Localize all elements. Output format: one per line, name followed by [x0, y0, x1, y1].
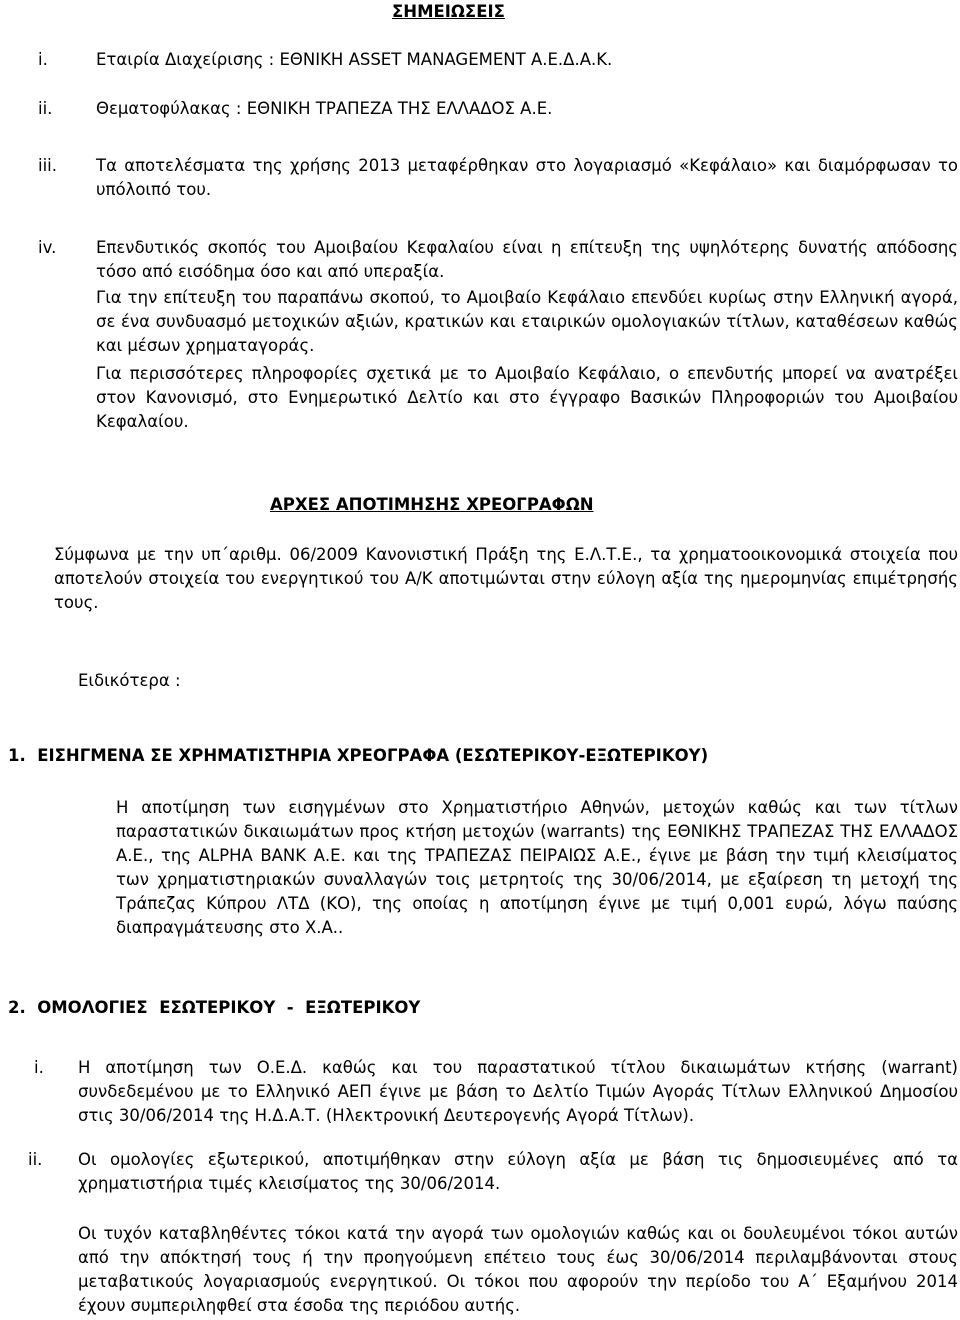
section-2-item-2-text: Οι ομολογίες εξωτερικού, αποτιμήθηκαν στην εύλογη αξία με βάση τις δημοσιευμένες από τα χρηματιστήρια τιμές κλεισίματος της 30/06/2014. — [78, 1150, 958, 1193]
notes-item-1-text: Εταιρία Διαχείρισης : ΕΘΝΙΚΗ ASSET MANAGEMENT Α.Ε.Δ.Α.Κ. — [96, 50, 613, 69]
notes-item-4-number: iv. — [38, 238, 57, 257]
notes-paragraph-objective: Για την επίτευξη του παραπάνω σκοπού, το Αμοιβαίο Κεφάλαιο επενδύει κυρίως στην Ελληνική αγορά, σε ένα συνδυασμό μετοχικών αξιών, κρατικών και εταιρικών ομολογιακών τίτλων, καταθέσεων καθώς και μέσων χρηματαγοράς. — [96, 288, 958, 355]
notes-item-3-number: iii. — [38, 156, 57, 175]
section-2-interest-paragraph: Οι τυχόν καταβληθέντες τόκοι κατά την αγορά των ομολογιών καθώς και οι δουλευμένοι τόκοι αυτών από την απόκτησή τους ή την προηγούμενη επέτειο τους έως 30/06/2014 περιλαμβάνονται στους μεταβατικούς λογαριασμούς ενεργητικού. Οι τόκοι που αφορούν την περίοδο του Α΄ Εξαμήνου 2014 έχουν συμπεριληφθεί στα έσοδα της περιόδου αυτής. — [78, 1224, 958, 1315]
section-2-heading: 2. ΟΜΟΛΟΓΙΕΣ ΕΣΩΤΕΡΙΚΟΥ - ΕΞΩΤΕΡΙΚΟΥ — [8, 998, 421, 1017]
notes-item-2-text: Θεματοφύλακας : ΕΘΝΙΚΗ ΤΡΑΠΕΖΑ ΤΗΣ ΕΛΛΑΔΟΣ Α.Ε. — [96, 99, 553, 118]
section-2-item-1-number: i. — [34, 1058, 44, 1077]
section-2-item-1-text: Η αποτίμηση των Ο.Ε.Δ. καθώς και του παραστατικού τίτλου δικαιωμάτων κτήσης (warrant) συνδεδεμένου με το Ελληνικό ΑΕΠ έγινε με βάση το Δελτίο Τιμών Αγοράς Τίτλων Ελληνικού Δημοσίου στις 30/06/2014 της Η.Δ.Α.Τ. (Ηλεκτρονική Δευτερογενής Αγορά Τίτλων). — [78, 1058, 958, 1125]
section-1-heading: 1. ΕΙΣΗΓΜΕΝΑ ΣΕ ΧΡΗΜΑΤΙΣΤΗΡΙΑ ΧΡΕΟΓΡΑΦΑ (ΕΣΩΤΕΡΙΚΟΥ-ΕΞΩΤΕΡΙΚΟΥ) — [8, 746, 709, 765]
notes-heading: ΣΗΜΕΙΩΣΕΙΣ — [392, 2, 505, 21]
valuation-heading: ΑΡΧΕΣ ΑΠΟΤΙΜΗΣΗΣ ΧΡΕΟΓΡΑΦΩΝ — [270, 495, 594, 514]
notes-item-4-text: Επενδυτικός σκοπός του Αμοιβαίου Κεφαλαίου είναι η επίτευξη της υψηλότερης δυνατής απόδοσης τόσο από εισόδημα όσο και από υπεραξία. — [96, 238, 958, 281]
notes-paragraph-more-info: Για περισσότερες πληροφορίες σχετικά με το Αμοιβαίο Κεφάλαιο, ο επενδυτής μπορεί να ανατρέξει στον Κανονισμό, στο Ενημερωτικό Δελτίο και στο έγγραφο Βασικών Πληροφοριών του Αμοιβαίου Κεφαλαίου. — [96, 364, 958, 431]
notes-item-1-number: i. — [38, 50, 48, 69]
notes-item-2-number: ii. — [38, 99, 53, 118]
section-2-item-2-number: ii. — [28, 1150, 43, 1169]
valuation-specifically-label: Ειδικότερα : — [78, 671, 181, 690]
valuation-intro: Σύμφωνα με την υπ΄αριθμ. 06/2009 Κανονιστική Πράξη της Ε.Λ.Τ.Ε., τα χρηματοοικονομικά στοιχεία που αποτελούν στοιχεία του ενεργητικού του Α/Κ αποτιμώνται στην εύλογη αξία της ημερομηνίας επιμέτρησής τους. — [54, 545, 958, 612]
notes-item-3-text: Τα αποτελέσματα της χρήσης 2013 μεταφέρθηκαν στο λογαριασμό «Κεφάλαιο» και διαμόρφωσαν το υπόλοιπό του. — [96, 156, 958, 199]
section-1-text: Η αποτίμηση των εισηγμένων στο Χρηματιστήριο Αθηνών, μετοχών καθώς και των τίτλων παραστατικών δικαιωμάτων προς κτήση μετοχών (warrants) της ΕΘΝΙΚΗΣ ΤΡΑΠΕΖΑΣ ΤΗΣ ΕΛΛΑΔΟΣ Α.Ε., της ALPHA BANK Α.Ε. και της ΤΡΑΠΕΖΑΣ ΠΕΙΡΑΙΩΣ Α.Ε., έγινε με βάση την τιμή κλεισίματος των χρηματιστηριακών συναλλαγών τοις μετρητοίς της 30/06/2014, με εξαίρεση τη μετοχή της Τράπεζας Κύπρου ΛΤΔ (ΚΟ), της οποίας η αποτίμηση έγινε με τιμή 0,001 ευρώ, λόγω παύσης διαπραγμάτευσης στο Χ.Α.. — [116, 798, 958, 937]
